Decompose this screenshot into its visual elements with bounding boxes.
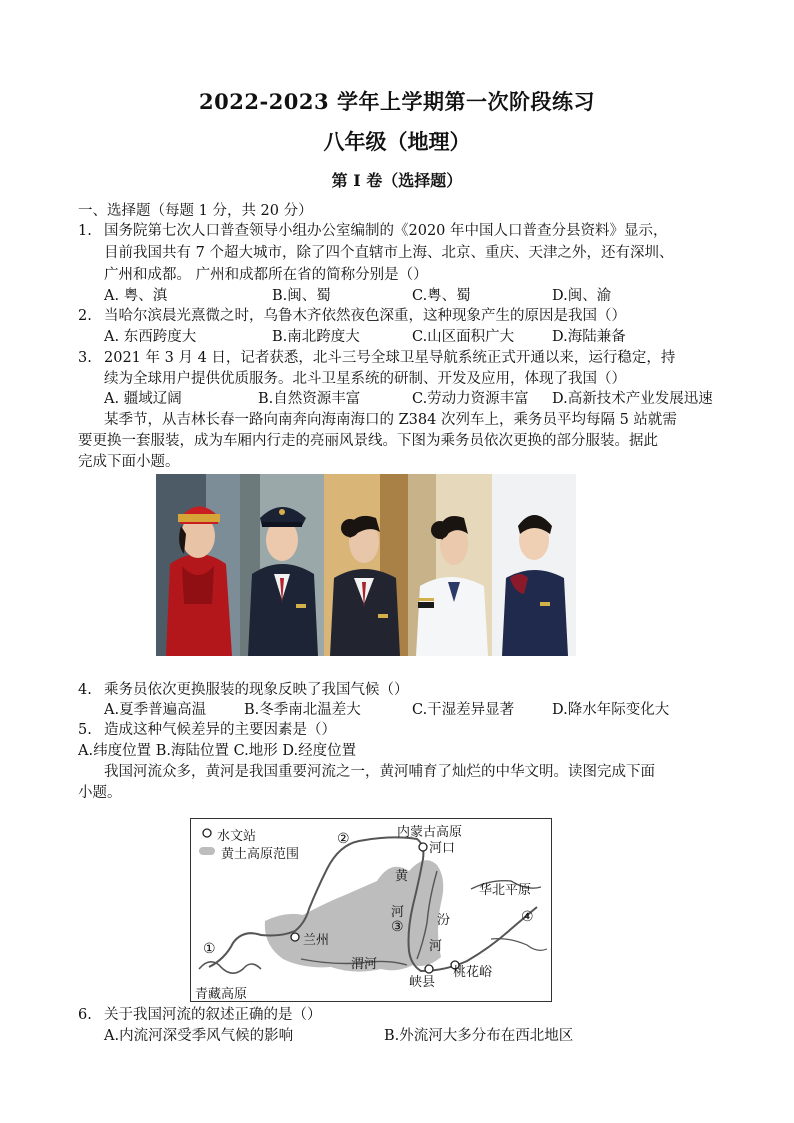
passage1-line1: 某季节，从吉林长春一路向南奔向海南海口的 Z384 次列车上，乘务员平均每隔 5 站就需 xyxy=(104,412,677,428)
q1-option-d[interactable]: D.闽、渝 xyxy=(552,288,612,304)
q5-options[interactable]: A.纬度位置 B.海陆位置 C.地形 D.经度位置 xyxy=(78,743,357,759)
q3-stem-line1: 2021 年 3 月 4 日，记者获悉，北斗三号全球卫星导航系统正式开通以来，运行稳定，持 xyxy=(104,350,676,366)
q1-number: 1. xyxy=(78,223,92,239)
legend-station-icon xyxy=(203,829,211,837)
taohuayu-label: 桃花峪 xyxy=(453,965,493,980)
passage2-line1: 我国河流众多，黄河是我国重要河流之一，黄河哺育了灿烂的中华文明。读图完成下面 xyxy=(104,764,655,780)
q1-stem-line1: 国务院第七次人口普查领导小组办公室编制的《2020 年中国人口普查分县资料》显示， xyxy=(104,223,668,239)
river-char-huang: 黄 xyxy=(395,869,409,884)
q3-number: 3. xyxy=(78,350,92,366)
q2-option-b[interactable]: B.南北跨度大 xyxy=(272,329,360,345)
attendant-photo-winter xyxy=(156,474,240,656)
part-title: 第 I 卷（选择题） xyxy=(331,171,463,190)
q3-option-b[interactable]: B.自然资源丰富 xyxy=(258,391,361,407)
passage1-line2: 要更换一套服装，成为车厢内行走的亮丽风景线。下图为乘务员依次更换的部分服装。据此 xyxy=(78,433,658,449)
q1-option-a[interactable]: A. 粤、滇 xyxy=(104,288,168,304)
q6-option-a[interactable]: A.内流河深受季风气候的影响 xyxy=(104,1028,294,1044)
q6-stem-line1: 关于我国河流的叙述正确的是（） xyxy=(104,1007,322,1023)
q6-option-b[interactable]: B.外流河大多分布在西北地区 xyxy=(384,1028,574,1044)
attendant-photo-summer-2 xyxy=(492,474,576,656)
legend-plateau-swatch xyxy=(199,847,215,855)
north-china-plain-label: 华北平原 xyxy=(479,883,532,898)
inner-mongolia-label: 内蒙古高原 xyxy=(397,825,463,840)
q3-option-a[interactable]: A. 疆域辽阔 xyxy=(104,391,182,407)
q2-option-a[interactable]: A. 东西跨度大 xyxy=(104,329,197,345)
marker-3: ③ xyxy=(391,919,404,935)
exam-subtitle: 八年级（地理） xyxy=(323,129,471,154)
q4-stem-line1: 乘务员依次更换服装的现象反映了我国气候（） xyxy=(104,682,409,698)
q3-option-d[interactable]: D.高新技术产业发展迅速 xyxy=(552,391,713,407)
q5-stem-line1: 造成这种气候差异的主要因素是（） xyxy=(104,722,336,738)
section-heading: 一、选择题（每题 1 分，共 20 分） xyxy=(78,203,313,219)
q4-option-c[interactable]: C.干湿差异显著 xyxy=(412,702,515,718)
q3-stem-line2: 续为全球用户提供优质服务。北斗卫星系统的研制、开发及应用，体现了我国（） xyxy=(104,371,626,387)
hekou-label: 河口 xyxy=(429,841,456,856)
q1-option-c[interactable]: C.粤、蜀 xyxy=(412,288,471,304)
attendant-photo-autumn xyxy=(240,474,324,656)
q2-stem-line1: 当哈尔滨晨光熹微之时，乌鲁木齐依然夜色深重，这种现象产生的原因是我国（） xyxy=(104,308,626,324)
attendant-photo-spring xyxy=(324,474,408,656)
yellow-river-map xyxy=(190,818,552,1002)
hekou-station-icon xyxy=(419,843,427,851)
marker-2: ② xyxy=(337,831,350,847)
q5-number: 5. xyxy=(78,722,92,738)
marker-1: ① xyxy=(203,941,216,957)
river-char-he2: 河 xyxy=(429,939,443,954)
marker-4: ④ xyxy=(521,909,534,925)
legend-station-label: 水文站 xyxy=(217,829,257,844)
exam-title: 2022-2023 学年上学期第一次阶段练习 xyxy=(199,89,595,114)
q4-option-d[interactable]: D.降水年际变化大 xyxy=(552,702,670,718)
passage1-line3: 完成下面小题。 xyxy=(78,454,180,470)
q4-option-a[interactable]: A.夏季普遍高温 xyxy=(104,702,207,718)
q4-option-b[interactable]: B.冬季南北温差大 xyxy=(244,702,361,718)
q1-option-b[interactable]: B.闽、蜀 xyxy=(272,288,331,304)
q4-number: 4. xyxy=(78,682,92,698)
attendant-photo-summer-1 xyxy=(408,474,492,656)
weihe-label: 渭河 xyxy=(351,957,378,972)
q3-option-c[interactable]: C.劳动力资源丰富 xyxy=(412,391,529,407)
qingzang-label: 青藏高原 xyxy=(195,987,248,1002)
lanzhou-label: 兰州 xyxy=(303,933,330,948)
q2-number: 2. xyxy=(78,308,92,324)
legend-plateau-label: 黄土高原范围 xyxy=(221,847,300,862)
q2-option-c[interactable]: C.山区面积广大 xyxy=(412,329,515,345)
q6-number: 6. xyxy=(78,1007,92,1023)
xiaxian-label: 峡县 xyxy=(409,975,436,990)
river-char-fen: 汾 xyxy=(437,913,451,928)
passage2-line2: 小题。 xyxy=(78,785,122,801)
river-char-he: 河 xyxy=(391,905,405,920)
q1-stem-line3: 广州和成都。 广州和成都所在省的简称分别是（） xyxy=(104,267,428,283)
q2-option-d[interactable]: D.海陆兼备 xyxy=(552,329,626,345)
lanzhou-station-icon xyxy=(291,933,299,941)
q1-stem-line2: 目前我国共有 7 个超大城市，除了四个直辖市上海、北京、重庆、天津之外，还有深圳、 xyxy=(104,245,674,261)
uniform-photo-strip xyxy=(156,474,576,656)
